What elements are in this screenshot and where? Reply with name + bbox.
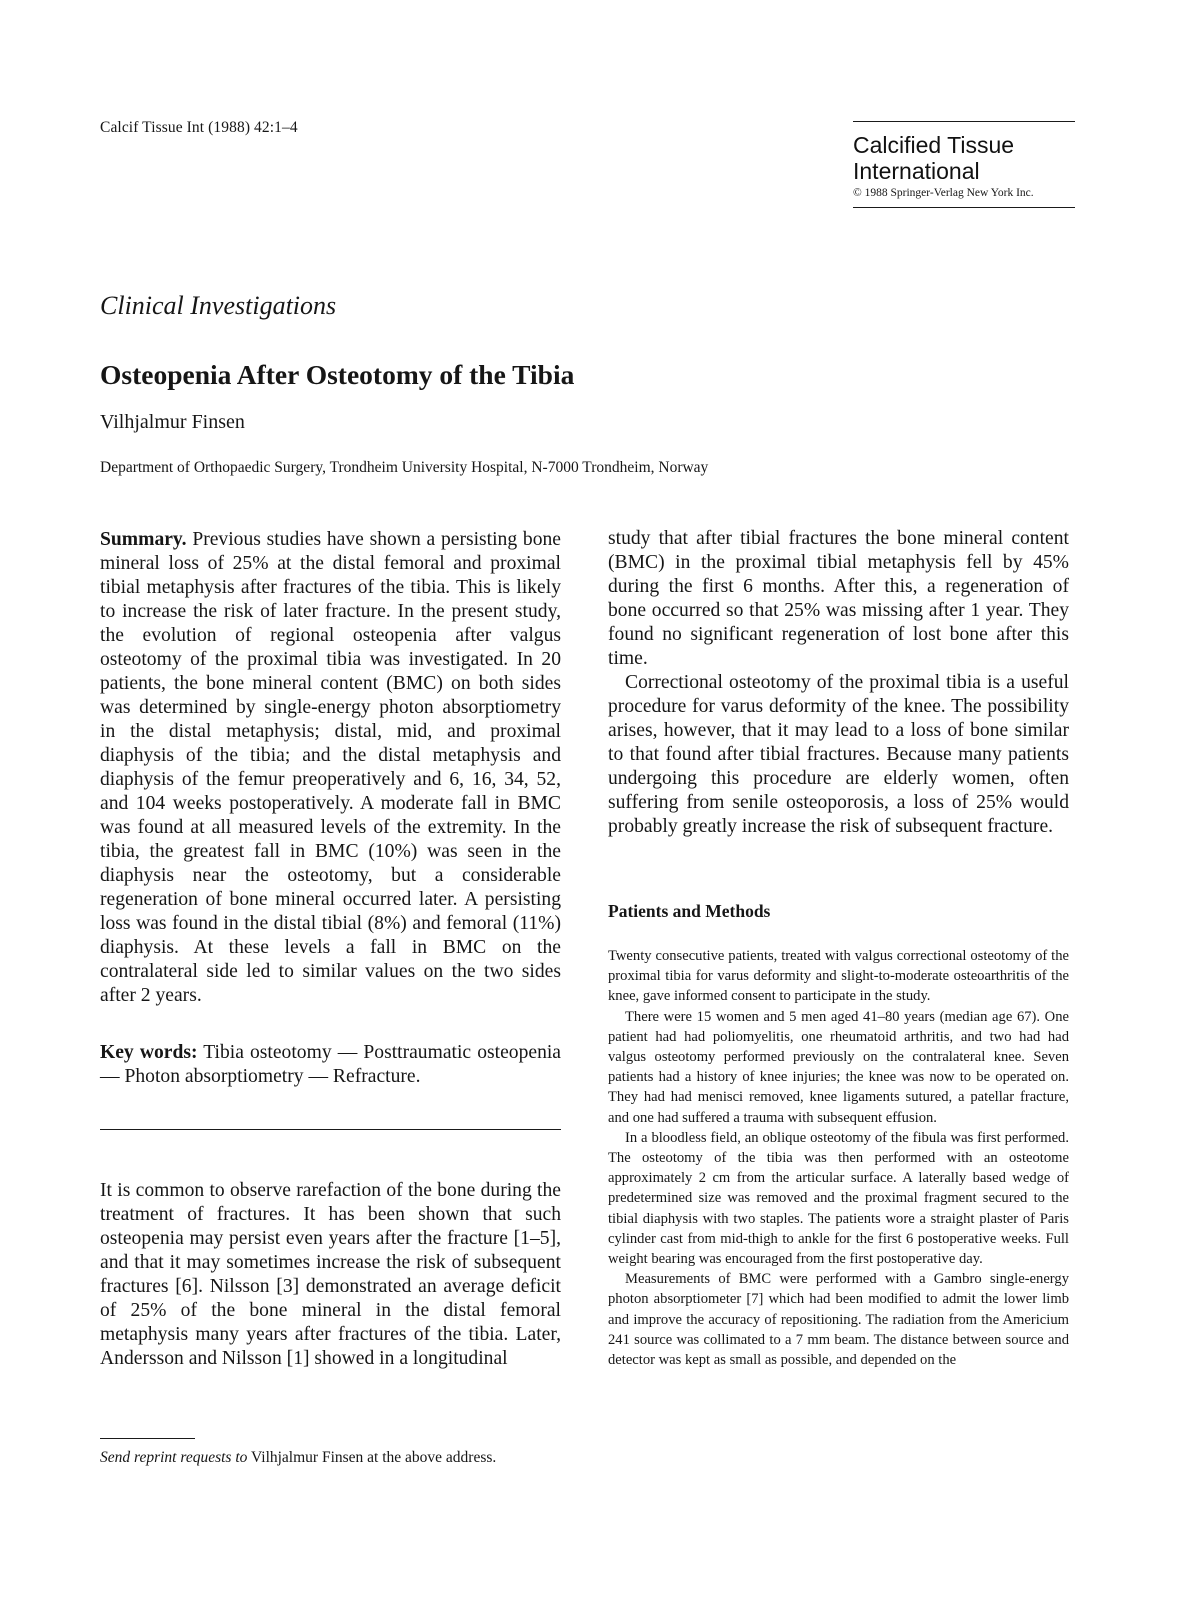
osteotomy-rationale-paragraph: Correctional osteotomy of the proximal tibia is a useful procedure for varus deformity of the knee. The possibility arises, however, that it may lead to a loss of bone similar to that found after tibial fractures. Because many patients undergoing this procedure are elderly women, often suffering from senile osteoporosis, a loss of 25% would probably greatly increase the risk of subsequent fracture. [608,672,1069,837]
section-divider [100,1129,561,1130]
footnote-divider [100,1438,195,1439]
keywords-label: Key words: [100,1042,198,1063]
summary-text: Previous studies have shown a persisting bone mineral loss of 25% at the distal femoral and proximal tibial metaphysis after fractures of the tibia. This is likely to increase the risk of later fracture. In the present study, the evolution of regional osteopenia after valgus osteotomy of the proximal tibia was investigated. In 20 patients, the bone mineral content (BMC) on both sides was determined by single-energy photon absorptiometry in the distal metaphysis; distal, mid, and proximal diaphysis of the tibia; and the distal metaphysis and diaphysis of the femur preoperatively and 6, 16, 34, 52, and 104 weeks postoperatively. A moderate fall in BMC was found at all measured levels of the extremity. In the tibia, the greatest fall in BMC (10%) was seen in the diaphysis near the osteotomy, but a considerable regeneration of bone mineral occurred later. A persisting loss was found in the distal tibial (8%) and femoral (11%) diaphysis. At these levels a fall in BMC on the contralateral side led to similar values on the two sides after 2 years. [100,529,561,1006]
journal-citation: Calcif Tissue Int (1988) 42:1–4 [100,119,298,136]
keywords-block [100,1041,561,1089]
copyright-notice: © 1988 Springer-Verlag New York Inc. [853,187,1034,199]
introduction-paragraph: It is common to observe rarefaction of the bone during the treatment of fractures. It has been shown that such osteopenia may persist even years after the fracture [1–5], and that it may sometimes increase the risk of subsequent fractures [6]. Nilsson [3] demonstrated an average deficit of 25% of the bone mineral in the distal femoral metaphysis many years after fractures of the tibia. Later, Andersson and Nilsson [1] showed in a longitudinal [100,1180,561,1369]
summary-paragraph [100,528,561,1008]
summary-block [100,528,561,1008]
article-title: Osteopenia After Osteotomy of the Tibia [100,359,575,390]
journal-name: Calcified Tissue International [853,132,1015,184]
footnote-label: Send reprint requests to [100,1449,248,1466]
summary-label: Summary. [100,529,187,550]
introduction-block [100,1179,561,1371]
methods-block [608,946,1069,1370]
right-column-intro [608,527,1069,839]
methods-paragraph-2: There were 15 women and 5 men aged 41–80 years (median age 67). One patient had had poliomyelitis, one rheumatoid arthritis, and two had had valgus osteotomy performed previously on the contralateral knee. Seven patients had a history of knee injuries; the knee was now to be operated on. They had had menisci removed, knee ligaments sutured, a patellar fracture, and one had suffered a trauma with subsequent effusion. [608,1008,1069,1126]
footnote-text: Vilhjalmur Finsen at the above address. [251,1449,497,1466]
methods-paragraph-4: Measurements of BMC were performed with a Gambro single-energy photon absorptiometer [7] which had been modified to admit the lower limb and improve the accuracy of repositioning. The radiation from the Americium 241 source was collimated to a 7 mm beam. The distance between source and detector was kept as small as possible, and depended on the [608,1271,1069,1369]
footnote [100,1449,496,1467]
journal-masthead [853,121,1075,208]
methods-heading: Patients and Methods [608,901,771,921]
intro-continuation-paragraph: study that after tibial fractures the bone mineral content (BMC) in the proximal tibial metaphysis fell by 45% during the first 6 months. After this, a regeneration of bone occurred so that 25% was missing after 1 year. They found no significant regeneration of lost bone after this time. [608,528,1069,669]
keywords-paragraph [100,1041,561,1089]
keywords-text: Tibia osteotomy — Posttraumatic osteopenia — Photon absorptiometry — Refracture. [100,1042,562,1087]
section-label: Clinical Investigations [100,291,337,320]
author-affiliation: Department of Orthopaedic Surgery, Trondheim University Hospital, N-7000 Trondheim, Norway [100,459,709,476]
author-name: Vilhjalmur Finsen [100,411,245,433]
methods-paragraph-3: In a bloodless field, an oblique osteotomy of the fibula was first performed. The osteotomy of the tibia was then performed with an osteotome approximately 2 cm from the articular surface. A laterally based wedge of predetermined size was removed and the proximal fragment secured to the tibial diaphysis with two staples. The patients wore a straight plaster of Paris cylinder cast from mid-thigh to ankle for the first 6 postoperative weeks. Full weight bearing was encouraged from the first postoperative day. [608,1129,1069,1268]
methods-paragraph-1: Twenty consecutive patients, treated with valgus correctional osteotomy of the proximal tibia for varus deformity and slight-to-moderate osteoarthritis of the knee, gave informed consent to participate in the study. [608,948,1069,1005]
